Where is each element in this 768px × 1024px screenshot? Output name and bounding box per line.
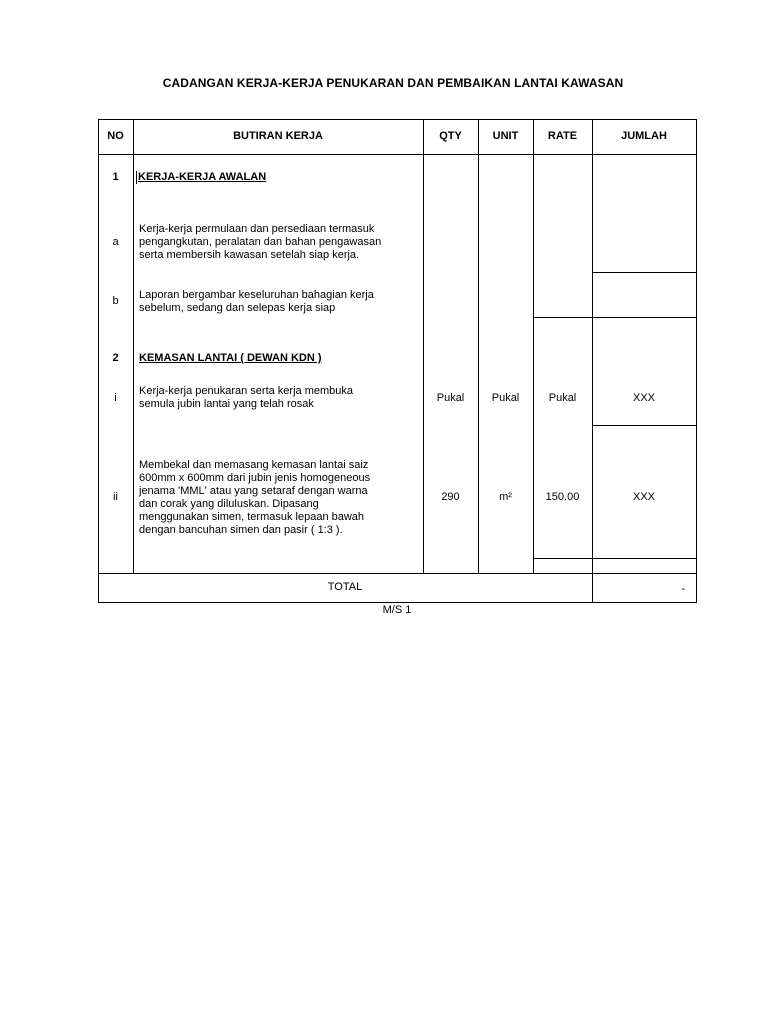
rate-jumlah-divider (533, 317, 697, 318)
col-divider-butiran (423, 119, 424, 574)
jumlah-divider-1 (592, 272, 697, 273)
header-butiran-kerja: BUTIRAN KERJA (233, 130, 323, 142)
item-number: a (112, 236, 119, 248)
item-rate: 150.00 (545, 491, 580, 503)
item-jumlah: XXX (632, 491, 655, 503)
header-jumlah: JUMLAH (621, 130, 667, 142)
header-bottom-border (98, 154, 697, 155)
page-title: CADANGAN KERJA-KERJA PENUKARAN DAN PEMBAIKAN LANTAI KAWASAN (162, 76, 624, 90)
item-description: Membekal dan memasang kemasan lantai saiz 600mm x 600mm dari jubin jenis homogeneous jenama 'MML' atau yang setaraf dengan warna dan corak yang diluluskan. Dipasang menggunakan simen, termasuk lepaan bawah dengan bancuhan simen dan pasir ( 1:3 ). (139, 459, 371, 536)
item-unit: Pukal (491, 392, 520, 404)
header-unit: UNIT (492, 130, 519, 142)
item-number: b (112, 295, 119, 307)
page-number: M/S 1 (382, 604, 412, 616)
total-label: TOTAL (327, 581, 363, 593)
item-qty: Pukal (436, 392, 465, 404)
section-number: 1 (112, 171, 119, 183)
item-description: Laporan bergambar keseluruhan bahagian kerja sebelum, sedang dan selepas kerja siap (139, 289, 374, 314)
item-number: i (114, 392, 117, 404)
header-rate: RATE (547, 130, 578, 142)
table-top-border (98, 119, 697, 120)
item-description: Kerja-kerja penukaran serta kerja membuka semula jubin lantai yang telah rosak (139, 385, 353, 410)
item-rate: Pukal (548, 392, 577, 404)
table-right-border (696, 119, 697, 603)
item-qty: 290 (441, 491, 460, 503)
jumlah-divider-2 (592, 425, 697, 426)
section-heading: KEMASAN LANTAI ( DEWAN KDN ) (139, 352, 322, 364)
rate-jumlah-divider-2 (533, 558, 697, 559)
col-divider-rate (592, 119, 593, 603)
section-number: 2 (112, 352, 119, 364)
col-divider-qty (478, 119, 479, 574)
table-bottom-border (98, 602, 697, 603)
item-jumlah: XXX (632, 392, 655, 404)
item-number: ii (113, 491, 118, 503)
body-bottom-border (98, 573, 697, 574)
item-unit: m² (499, 491, 512, 503)
item-description: Kerja-kerja permulaan dan persediaan termasuk pengangkutan, peralatan dan bahan pengawasan serta membersih kawasan setelah siap kerja. (139, 223, 382, 261)
section-heading: KERJA-KERJA AWALAN (138, 171, 267, 183)
col-divider-no (133, 119, 134, 574)
header-qty: QTY (439, 130, 462, 142)
total-value: - (681, 583, 685, 595)
col-divider-unit (533, 119, 534, 574)
header-no: NO (107, 130, 124, 142)
